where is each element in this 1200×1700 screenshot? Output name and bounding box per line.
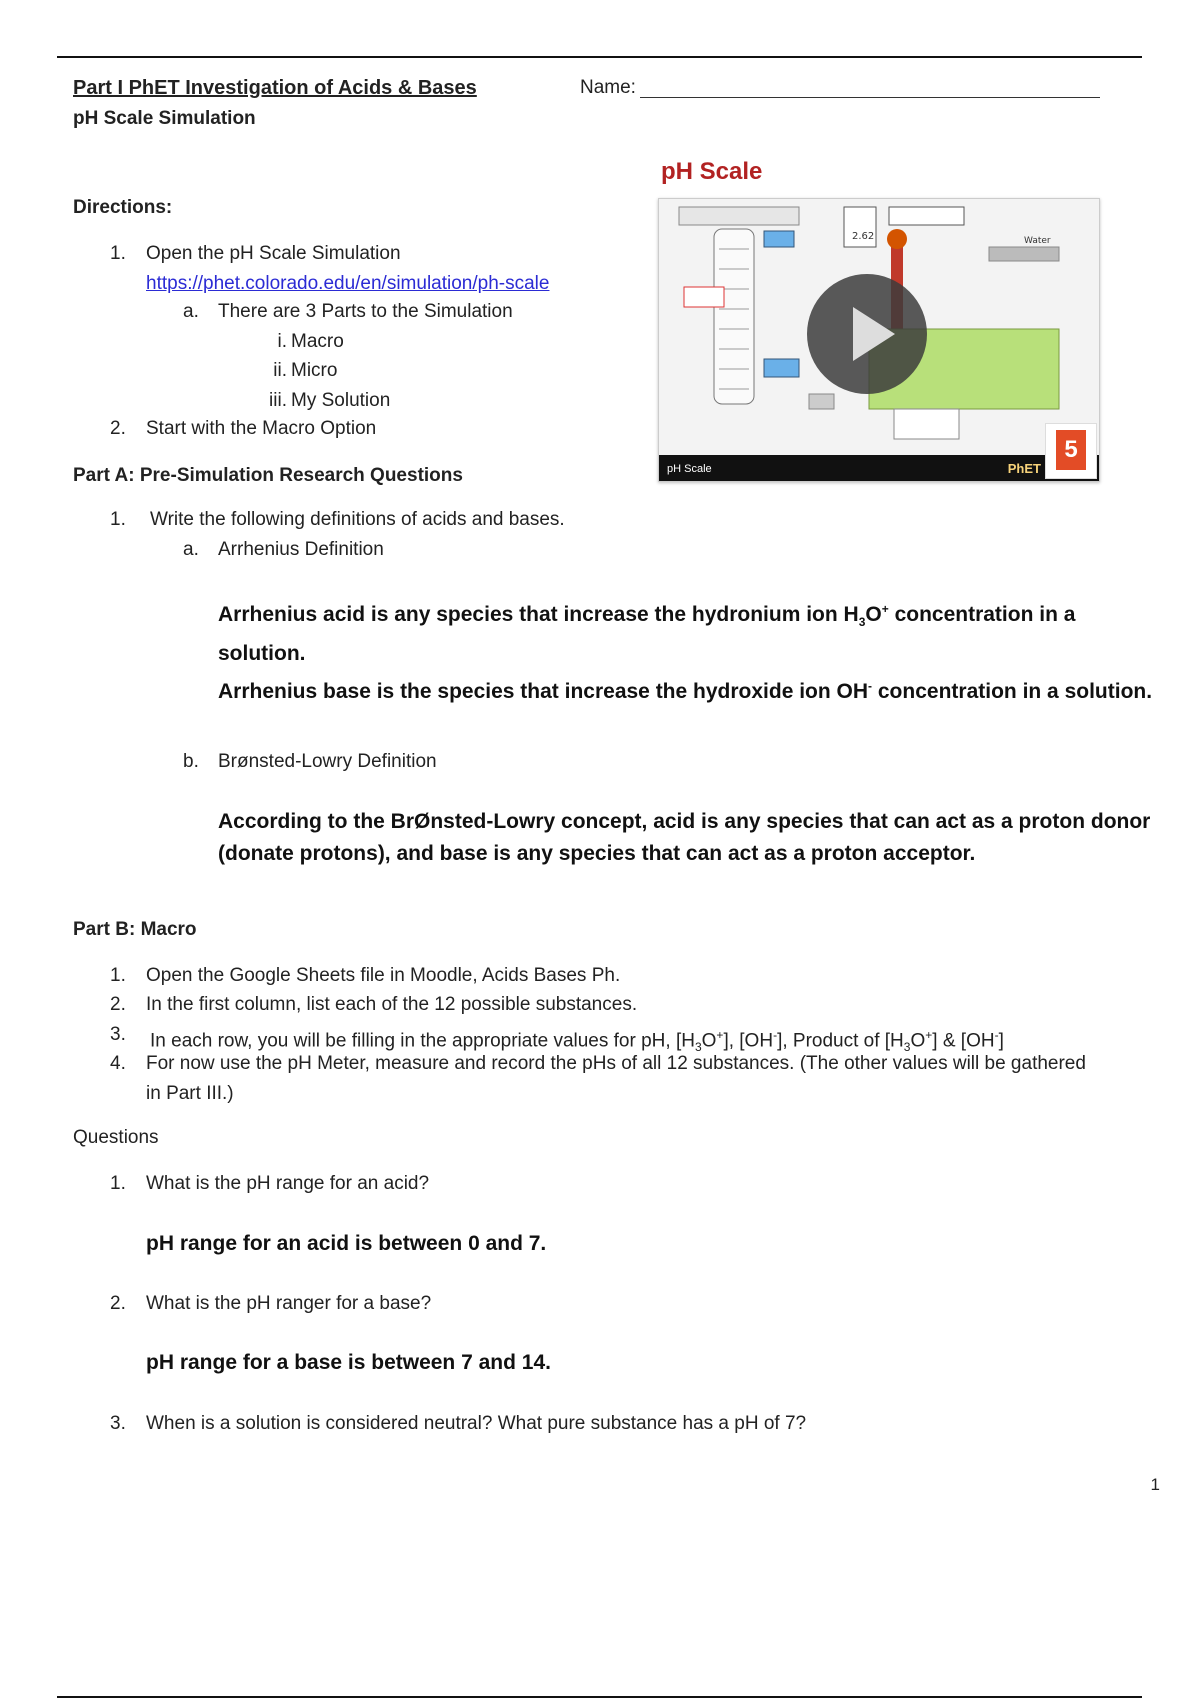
meter-reading: 2.62 (852, 231, 875, 242)
name-field-line[interactable] (640, 97, 1100, 98)
list-letter: a. (183, 301, 199, 322)
question-1: What is the pH range for an acid? (146, 1173, 430, 1194)
figure-title: pH Scale (661, 158, 763, 185)
part-my-solution: My Solution (291, 390, 391, 411)
simulation-link[interactable]: https://phet.colorado.edu/en/simulation/ph-scale (146, 273, 550, 294)
html5-icon (1045, 423, 1097, 479)
part-b-step-2: In the first column, list each of the 12 possible substances. (146, 994, 638, 1015)
answer-2: pH range for a base is between 7 and 14. (146, 1351, 551, 1374)
document-title: Part I PhET Investigation of Acids & Bases (73, 77, 477, 99)
bronsted-lowry-answer: According to the BrØnsted-Lowry concept, acid is any species that can act as a proton donor (donate protons), and base is any species that can act as a proton acceptor. (218, 810, 1151, 865)
part-b-step-4-line-2: in Part III.) (146, 1083, 234, 1104)
part-b-step-1: Open the Google Sheets file in Moodle, Acids Bases Ph. (146, 965, 621, 986)
questions-heading: Questions (73, 1127, 159, 1148)
list-number: 2. (110, 994, 126, 1015)
part-b-heading: Part B: Macro (73, 919, 197, 940)
list-number: 3. (110, 1413, 126, 1434)
answer-1: pH range for an acid is between 0 and 7. (146, 1232, 547, 1255)
roman-numeral: iii. (269, 390, 287, 411)
arrhenius-answer: Arrhenius acid is any species that increase the hydronium ion $H_3O^+$ concentration in a solution. Arrhenius base is the species that increase the hydroxide ion OH- concentration in a solution. (218, 602, 1153, 704)
part-macro: Macro (291, 331, 344, 352)
direction-item-1: Open the pH Scale Simulation (146, 243, 401, 264)
bronsted-lowry-label: Brønsted-Lowry Definition (218, 751, 437, 772)
list-number: 1. (110, 965, 126, 986)
part-a-question-1: Write the following definitions of acids and bases. (150, 509, 565, 530)
name-label: Name: (580, 77, 636, 98)
roman-numeral: ii. (273, 360, 287, 381)
bottom-rule (57, 1696, 1142, 1698)
play-icon[interactable] (807, 274, 927, 394)
roman-numeral: i. (277, 331, 287, 352)
question-3: When is a solution is considered neutral? What pure substance has a pH of 7? (146, 1413, 807, 1434)
part-b-step-4-line-1: For now use the pH Meter, measure and record the pHs of all 12 substances. (The other values will be gathered (146, 1053, 1086, 1074)
simulation-label: pH Scale (667, 463, 712, 475)
list-number: 1. (110, 243, 126, 264)
question-2: What is the pH ranger for a base? (146, 1293, 432, 1314)
part-micro: Micro (291, 360, 338, 381)
direction-item-2: Start with the Macro Option (146, 418, 377, 439)
directions-heading: Directions: (73, 197, 173, 218)
list-number: 3. (110, 1024, 126, 1045)
arrhenius-label: Arrhenius Definition (218, 539, 384, 560)
page-number: 1 (1150, 1475, 1160, 1494)
water-label: Water (1024, 236, 1051, 246)
direction-sub-a: There are 3 Parts to the Simulation (218, 301, 513, 322)
top-rule (57, 56, 1142, 58)
list-letter: a. (183, 539, 199, 560)
part-a-heading: Part A: Pre-Simulation Research Questions (73, 465, 463, 486)
document-subtitle: pH Scale Simulation (73, 108, 256, 129)
list-number: 2. (110, 1293, 126, 1314)
list-number: 1. (110, 1173, 126, 1194)
list-letter: b. (183, 751, 199, 772)
list-number: 1. (110, 509, 126, 530)
list-number: 4. (110, 1053, 126, 1074)
list-number: 2. (110, 418, 126, 439)
phet-logo: PhET (1007, 461, 1041, 476)
part-b-step-3: In each row, you will be filling in the appropriate values for pH, $[H_3O^+]$, [OH-], Product of $[H_3O^+]$ & [OH-] (150, 1028, 1004, 1055)
ph-scale-simulation-thumbnail[interactable] (658, 198, 1100, 482)
